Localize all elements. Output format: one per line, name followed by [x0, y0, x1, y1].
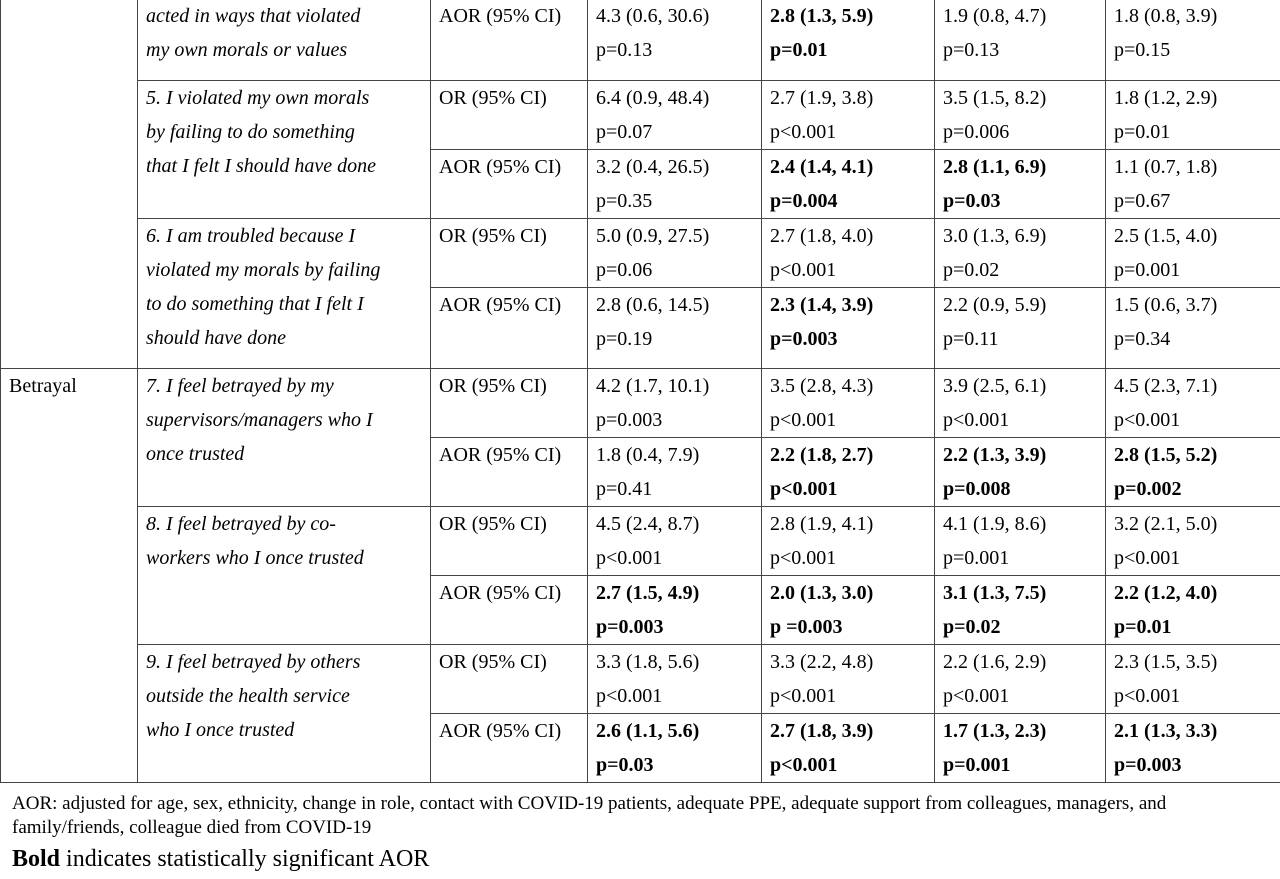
p-value-text: p<0.001 [943, 685, 1010, 707]
estimate-text: 2.7 (1.9, 3.8) [770, 87, 874, 109]
item-line: 9. I feel betrayed by others [146, 651, 361, 673]
p-value-text: p<0.001 [596, 547, 663, 569]
footnote: AOR: adjusted for age, sex, ethnicity, change in role, contact with COVID-19 patients, adequate PPE, adequate support from colleagues, managers, and family/friends, colleague died from COVID-19 [12, 793, 1167, 838]
estimate-text: 1.5 (0.6, 3.7) [1114, 294, 1218, 316]
value-cell [588, 576, 762, 645]
estimate-text: 4.1 (1.9, 8.6) [943, 513, 1047, 535]
p-value-text: p<0.001 [770, 685, 837, 707]
table-row [1, 645, 1280, 714]
estimate-text: 2.7 (1.8, 4.0) [770, 225, 874, 247]
item-line: acted in ways that violated [146, 5, 361, 27]
value-cell [762, 507, 935, 576]
estimate-text: 1.1 (0.7, 1.8) [1114, 156, 1218, 178]
value-cell [1106, 714, 1280, 783]
estimate-text: 3.1 (1.3, 7.5) [943, 582, 1047, 604]
stat-label: OR (95% CI) [431, 219, 588, 288]
estimate-text: 1.8 (0.4, 7.9) [596, 444, 700, 466]
p-value-text: p=0.13 [943, 39, 1000, 61]
bold-note-text: indicates statistically significant AOR [60, 846, 430, 872]
value-cell [588, 714, 762, 783]
p-value-text: p=0.003 [596, 616, 664, 638]
table-row [1, 369, 1280, 438]
value-cell [762, 0, 935, 81]
p-value-text: p=0.001 [943, 547, 1010, 569]
estimate-text: 6.4 (0.9, 48.4) [596, 87, 710, 109]
value-cell [762, 576, 935, 645]
p-value-text: p=0.003 [596, 409, 663, 431]
p-value-text: p=0.03 [596, 754, 654, 776]
value-cell [588, 438, 762, 507]
p-value-text: p=0.15 [1114, 39, 1171, 61]
item-cell [138, 219, 431, 369]
item-line: violated my morals by failing [146, 259, 381, 281]
value-cell [1106, 507, 1280, 576]
p-value-text: p=0.02 [943, 616, 1001, 638]
p-value-text: p=0.35 [596, 190, 653, 212]
p-value-text: p<0.001 [943, 409, 1010, 431]
value-cell [1106, 150, 1280, 219]
value-cell [588, 81, 762, 150]
item-line: 5. I violated my own morals [146, 87, 370, 109]
estimate-text: 2.2 (0.9, 5.9) [943, 294, 1047, 316]
value-cell [935, 438, 1106, 507]
p-value-text: p<0.001 [770, 478, 838, 500]
estimate-text: 5.0 (0.9, 27.5) [596, 225, 710, 247]
p-value-text: p<0.001 [1114, 409, 1181, 431]
p-value-text: p<0.001 [770, 547, 837, 569]
table-row [1, 0, 1280, 81]
item-line: supervisors/managers who I [146, 409, 373, 431]
p-value-text: p=0.002 [1114, 478, 1182, 500]
stat-label: AOR (95% CI) [431, 714, 588, 783]
value-cell [588, 150, 762, 219]
item-line: that I felt I should have done [146, 155, 376, 177]
p-value-text: p =0.003 [770, 616, 843, 638]
estimate-text: 2.2 (1.3, 3.9) [943, 444, 1047, 466]
item-line: 8. I feel betrayed by co- [146, 513, 336, 535]
stat-label: AOR (95% CI) [431, 576, 588, 645]
p-value-text: p=0.13 [596, 39, 653, 61]
p-value-text: p=0.19 [596, 328, 653, 350]
value-cell [762, 150, 935, 219]
estimate-text: 2.5 (1.5, 4.0) [1114, 225, 1218, 247]
estimate-text: 2.3 (1.4, 3.9) [770, 294, 874, 316]
item-cell [138, 81, 431, 219]
p-value-text: p<0.001 [1114, 685, 1181, 707]
stat-label: AOR (95% CI) [431, 438, 588, 507]
value-cell [762, 81, 935, 150]
p-value-text: p=0.003 [1114, 754, 1182, 776]
estimate-text: 4.5 (2.4, 8.7) [596, 513, 700, 535]
estimate-text: 3.0 (1.3, 6.9) [943, 225, 1047, 247]
p-value-text: p<0.001 [770, 409, 837, 431]
estimate-text: 2.2 (1.6, 2.9) [943, 651, 1047, 673]
value-cell [935, 507, 1106, 576]
item-line: who I once trusted [146, 719, 295, 741]
value-cell [762, 369, 935, 438]
stat-label: AOR (95% CI) [431, 288, 588, 369]
estimate-text: 2.2 (1.8, 2.7) [770, 444, 874, 466]
p-value-text: p=0.01 [1114, 121, 1171, 143]
table-row [1, 507, 1280, 576]
p-value-text: p=0.34 [1114, 328, 1171, 350]
p-value-text: p=0.02 [943, 259, 1000, 281]
p-value-text: p=0.07 [596, 121, 653, 143]
value-cell [588, 369, 762, 438]
p-value-text: p=0.006 [943, 121, 1010, 143]
domain-cell [1, 0, 138, 369]
p-value-text: p<0.001 [1114, 547, 1181, 569]
estimate-text: 3.2 (0.4, 26.5) [596, 156, 710, 178]
value-cell [935, 645, 1106, 714]
estimate-text: 1.9 (0.8, 4.7) [943, 5, 1047, 27]
value-cell [935, 219, 1106, 288]
value-cell [935, 714, 1106, 783]
item-line: to do something that I felt I [146, 293, 364, 315]
estimate-text: 2.8 (1.9, 4.1) [770, 513, 874, 535]
estimate-text: 2.1 (1.3, 3.3) [1114, 720, 1218, 742]
stat-label: OR (95% CI) [431, 81, 588, 150]
item-cell [138, 645, 431, 783]
estimate-text: 1.8 (1.2, 2.9) [1114, 87, 1218, 109]
value-cell [1106, 645, 1280, 714]
stat-label: AOR (95% CI) [431, 0, 588, 81]
item-line: by failing to do something [146, 121, 355, 143]
estimate-text: 2.6 (1.1, 5.6) [596, 720, 700, 742]
p-value-text: p=0.008 [943, 478, 1011, 500]
estimate-text: 4.5 (2.3, 7.1) [1114, 375, 1218, 397]
bold-note-bold-word: Bold [12, 846, 61, 872]
domain-cell: Betrayal [1, 369, 138, 783]
value-cell [588, 219, 762, 288]
estimate-text: 2.0 (1.3, 3.0) [770, 582, 874, 604]
value-cell [1106, 81, 1280, 150]
value-cell [588, 0, 762, 81]
value-cell [588, 507, 762, 576]
value-cell [935, 369, 1106, 438]
estimate-text: 2.7 (1.8, 3.9) [770, 720, 874, 742]
estimate-text: 1.8 (0.8, 3.9) [1114, 5, 1218, 27]
estimate-text: 1.7 (1.3, 2.3) [943, 720, 1047, 742]
estimate-text: 4.3 (0.6, 30.6) [596, 5, 710, 27]
value-cell [935, 150, 1106, 219]
p-value-text: p=0.001 [1114, 259, 1181, 281]
stat-label: OR (95% CI) [431, 507, 588, 576]
estimate-text: 2.8 (1.5, 5.2) [1114, 444, 1218, 466]
value-cell [762, 438, 935, 507]
value-cell [1106, 288, 1280, 369]
item-line: should have done [146, 327, 286, 349]
estimate-text: 2.8 (1.3, 5.9) [770, 5, 874, 27]
value-cell [1106, 369, 1280, 438]
estimate-text: 2.8 (1.1, 6.9) [943, 156, 1047, 178]
table-body [1, 0, 1280, 783]
value-cell [762, 714, 935, 783]
item-cell [138, 369, 431, 507]
p-value-text: p<0.001 [596, 685, 663, 707]
estimate-text: 2.2 (1.2, 4.0) [1114, 582, 1218, 604]
value-cell [935, 0, 1106, 81]
item-line: 7. I feel betrayed by my [146, 375, 334, 397]
table-row [1, 81, 1280, 150]
estimate-text: 3.2 (2.1, 5.0) [1114, 513, 1218, 535]
bold-note [12, 844, 429, 874]
estimate-text: 2.8 (0.6, 14.5) [596, 294, 710, 316]
item-line: my own morals or values [146, 39, 348, 61]
value-cell [1106, 219, 1280, 288]
estimate-text: 3.5 (2.8, 4.3) [770, 375, 874, 397]
stat-label: OR (95% CI) [431, 645, 588, 714]
value-cell [1106, 438, 1280, 507]
p-value-text: p=0.004 [770, 190, 838, 212]
estimate-text: 3.3 (1.8, 5.6) [596, 651, 700, 673]
item-line: outside the health service [146, 685, 350, 707]
estimate-text: 2.4 (1.4, 4.1) [770, 156, 874, 178]
value-cell [1106, 576, 1280, 645]
estimate-text: 3.9 (2.5, 6.1) [943, 375, 1047, 397]
estimate-text: 2.3 (1.5, 3.5) [1114, 651, 1218, 673]
p-value-text: p<0.001 [770, 259, 837, 281]
item-line: once trusted [146, 443, 245, 465]
stat-label: OR (95% CI) [431, 369, 588, 438]
p-value-text: p<0.001 [770, 121, 837, 143]
p-value-text: p=0.01 [1114, 616, 1172, 638]
value-cell [935, 288, 1106, 369]
value-cell [762, 645, 935, 714]
item-line: 6. I am troubled because I [146, 225, 356, 247]
p-value-text: p=0.06 [596, 259, 653, 281]
value-cell [588, 288, 762, 369]
value-cell [935, 576, 1106, 645]
estimate-text: 4.2 (1.7, 10.1) [596, 375, 710, 397]
p-value-text: p<0.001 [770, 754, 838, 776]
item-line: workers who I once trusted [146, 547, 364, 569]
p-value-text: p=0.001 [943, 754, 1011, 776]
value-cell [1106, 0, 1280, 81]
p-value-text: p=0.11 [943, 328, 999, 350]
p-value-text: p=0.01 [770, 39, 828, 61]
value-cell [935, 81, 1106, 150]
estimate-text: 3.3 (2.2, 4.8) [770, 651, 874, 673]
item-cell [138, 507, 431, 645]
p-value-text: p=0.003 [770, 328, 838, 350]
estimate-text: 3.5 (1.5, 8.2) [943, 87, 1047, 109]
p-value-text: p=0.41 [596, 478, 653, 500]
value-cell [762, 288, 935, 369]
item-cell [138, 0, 431, 81]
p-value-text: p=0.03 [943, 190, 1001, 212]
table-row [1, 219, 1280, 288]
p-value-text: p=0.67 [1114, 190, 1171, 212]
value-cell [762, 219, 935, 288]
estimate-text: 2.7 (1.5, 4.9) [596, 582, 700, 604]
stat-label: AOR (95% CI) [431, 150, 588, 219]
value-cell [588, 645, 762, 714]
